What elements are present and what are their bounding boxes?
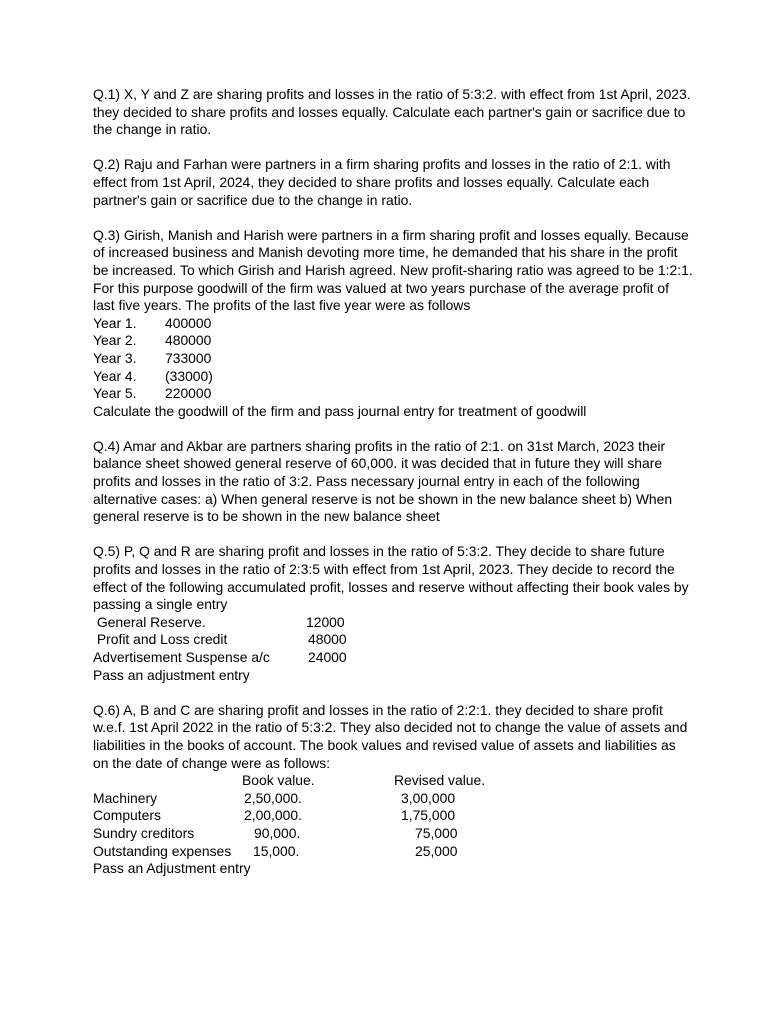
question-5: Q.5) P, Q and R are sharing profit and losses in the ratio of 5:3:2. They decide to share future profits and losses in the ratio of 2:3:5 with effect from 1st April, 2023. They decide to record the effect of the following accumulated profit, losses and reserve without affecting their book vales by passing a single entry (93, 543, 689, 613)
profit-row (93, 368, 693, 386)
book-value: 90,000. (254, 824, 301, 841)
table-header (93, 772, 693, 790)
account-label: General Reserve. (93, 613, 206, 630)
account-value: 48000 (308, 631, 347, 648)
question-6-instruction: Pass an Adjustment entry (93, 860, 251, 877)
profit-value: 480000 (165, 332, 212, 349)
reserve-row (93, 614, 693, 632)
item-label: Outstanding expenses (93, 842, 232, 859)
table-row (93, 807, 693, 825)
question-2: Q.2) Raju and Farhan were partners in a firm sharing profits and losses in the ratio of 2:1. with effect from 1st April, 2024, they decided to share profits and losses equally. Calculate each partner's gain or sacrifice due to the change in ratio. (93, 156, 671, 208)
revised-value: 25,000 (415, 842, 458, 859)
account-label: Profit and Loss credit (93, 631, 228, 648)
profit-row (93, 385, 693, 403)
revised-value-header: Revised value. (394, 772, 486, 789)
book-value: 2,50,000. (244, 789, 302, 806)
profit-row (93, 350, 693, 368)
spacer (93, 526, 693, 544)
question-5-instruction: Pass an adjustment entry (93, 666, 250, 683)
profit-value: 733000 (165, 349, 212, 366)
item-label: Computers (93, 807, 161, 824)
table-row (93, 825, 693, 843)
revised-value: 75,000 (415, 824, 458, 841)
document-page (93, 86, 693, 878)
spacer (93, 684, 693, 702)
year-label: Year 1. (93, 314, 137, 331)
question-3-instruction: Calculate the goodwill of the firm and pass journal entry for treatment of goodwill (93, 402, 587, 419)
account-value: 12000 (306, 613, 345, 630)
profit-value: (33000) (165, 367, 213, 384)
book-value-header: Book value. (242, 772, 315, 789)
spacer (93, 139, 693, 157)
question-4: Q.4) Amar and Akbar are partners sharing profits in the ratio of 2:1. on 31st March, 2023 their balance sheet showed general reserve of 60,000. it was decided that in future they will share profits and losses in the ratio of 3:2. Pass necessary journal entry in each of the following alternative cases: a) When general reserve is not be shown in the new balance sheet b) When general reserve is to be shown in the new balance sheet (93, 437, 673, 525)
account-value: 24000 (308, 649, 347, 665)
year-label: Year 2. (93, 332, 137, 349)
reserve-row (93, 631, 693, 649)
profit-row (93, 332, 693, 350)
question-6: Q.6) A, B and C are sharing profit and losses in the ratio of 2:2:1. they decided to share profit w.e.f. 1st April 2022 in the ratio of 5:3:2. They also decided not to change the value of assets and liabilities in the books of account. The book values and revised value of assets and liabilities as on the date of change were as follows: (93, 701, 688, 771)
profit-row (93, 315, 693, 333)
table-row (93, 790, 693, 808)
year-label: Year 5. (93, 385, 137, 402)
spacer (93, 420, 693, 438)
year-label: Year 3. (93, 349, 137, 366)
account-label: Advertisement Suspense a/c (93, 649, 270, 665)
question-3: Q.3) Girish, Manish and Harish were partners in a firm sharing profit and losses equally. Because of increased business and Manish devoting more time, he demanded that his share in the profit be increased. To which Girish and Harish agreed. New profit-sharing ratio was agreed to be 1:2:1. For this purpose goodwill of the firm was valued at two years purchase of the average profit of last five years. The profits of the last five year were as follows (93, 226, 693, 314)
profit-value: 400000 (165, 314, 212, 331)
profit-value: 220000 (165, 385, 212, 402)
revised-value: 3,00,000 (401, 789, 456, 806)
item-label: Sundry creditors (93, 824, 195, 841)
book-value: 15,000. (253, 842, 300, 859)
book-value: 2,00,000. (244, 807, 302, 824)
question-1: Q.1) X, Y and Z are sharing profits and losses in the ratio of 5:3:2. with effect from 1st April, 2023. they decided to share profits and losses equally. Calculate each partner's gain or sacrifice due to the change in ratio. (93, 86, 691, 138)
table-row (93, 843, 693, 861)
reserve-row (93, 649, 693, 667)
item-label: Machinery (93, 789, 158, 806)
year-label: Year 4. (93, 367, 137, 384)
revised-value: 1,75,000 (401, 807, 456, 824)
spacer (93, 209, 693, 227)
